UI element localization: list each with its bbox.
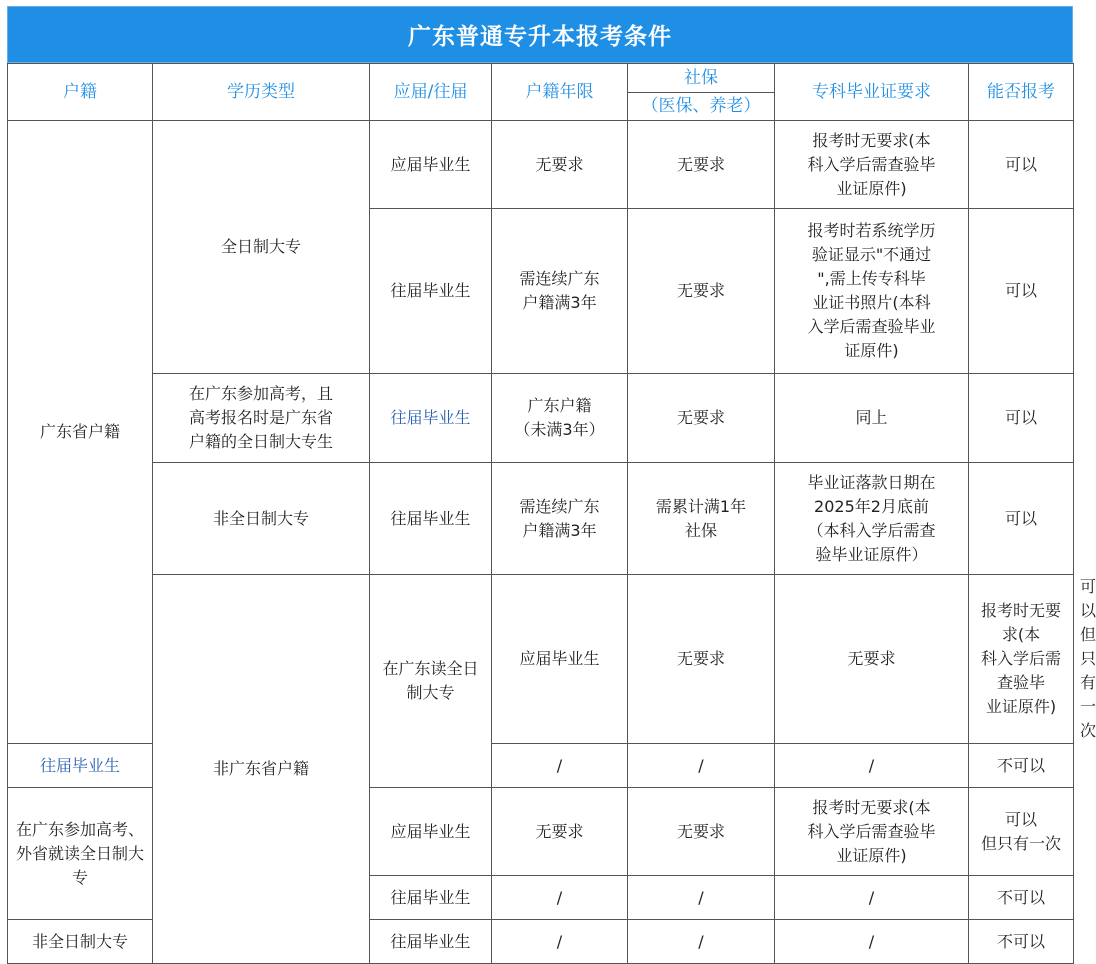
- table-row: [8, 463, 1074, 575]
- edu-gd-exam: 在广东参加高考，且 高考报名时是广东省 户籍的全日制大专生: [153, 374, 370, 463]
- status-cell: 往届毕业生: [370, 374, 492, 463]
- table-title: 广东普通专升本报考条件: [7, 6, 1073, 63]
- years-cell: 无要求: [628, 575, 775, 744]
- cert-cell: /: [775, 744, 969, 788]
- social-cell: /: [628, 876, 775, 920]
- edu-fulltime: 全日制大专: [153, 121, 370, 374]
- header-years: 户籍年限: [492, 64, 628, 121]
- status-cell: 往届毕业生: [370, 876, 492, 920]
- social-cell: 需累计满1年 社保: [628, 463, 775, 575]
- edu-read-gd: 在广东读全日制大专: [370, 575, 492, 788]
- status-cell: 应届毕业生: [492, 575, 628, 744]
- header-social: 社保: [628, 64, 775, 93]
- cert-cell: 毕业证落款日期在 2025年2月底前 （本科入学后需查 验毕业证原件）: [775, 463, 969, 575]
- years-cell: 需连续广东 户籍满3年: [492, 209, 628, 374]
- cert-cell: 报考时无要求(本 科入学后需查验毕 业证原件): [969, 575, 1074, 744]
- social-cell: 无要求: [628, 374, 775, 463]
- social-cell: 无要求: [628, 121, 775, 209]
- header-row: [8, 64, 1074, 93]
- header-edu-type: 学历类型: [153, 64, 370, 121]
- edu-parttime-2: 非全日制大专: [8, 920, 153, 964]
- edu-exam-outside: 在广东参加高考、 外省就读全日制大专: [8, 788, 153, 920]
- years-cell: 广东户籍 （未满3年）: [492, 374, 628, 463]
- status-cell: 往届毕业生: [370, 920, 492, 964]
- header-eligible: 能否报考: [969, 64, 1074, 121]
- years-cell: /: [492, 920, 628, 964]
- table-row: [8, 374, 1074, 463]
- header-cert: 专科毕业证要求: [775, 64, 969, 121]
- eligible-cell: 可以 但只有一次: [969, 788, 1074, 876]
- social-cell: 无要求: [628, 788, 775, 876]
- eligible-cell: 可以: [969, 121, 1074, 209]
- social-cell: /: [628, 744, 775, 788]
- cert-cell: 报考时无要求(本 科入学后需查验毕 业证原件): [775, 121, 969, 209]
- years-cell: 需连续广东 户籍满3年: [492, 463, 628, 575]
- header-fresh-old: 应届/往届: [370, 64, 492, 121]
- status-cell: 应届毕业生: [370, 788, 492, 876]
- header-hukou: 户籍: [8, 64, 153, 121]
- eligible-cell: 可以: [969, 374, 1074, 463]
- cert-cell: 报考时若系统学历 验证显示"不通过 ",需上传专科毕 业证书照片(本科 入学后需查验毕业 证原件): [775, 209, 969, 374]
- edu-parttime: 非全日制大专: [153, 463, 370, 575]
- eligible-cell: 不可以: [969, 920, 1074, 964]
- admission-table-container: [7, 6, 1096, 964]
- eligible-cell: 不可以: [969, 744, 1074, 788]
- eligible-cell: 不可以: [969, 876, 1074, 920]
- conditions-table: [7, 63, 1096, 964]
- status-cell: 往届毕业生: [370, 209, 492, 374]
- years-cell: /: [492, 876, 628, 920]
- cert-cell: 报考时无要求(本 科入学后需查验毕 业证原件): [775, 788, 969, 876]
- social-cell: /: [628, 920, 775, 964]
- status-cell: 应届毕业生: [370, 121, 492, 209]
- header-social-sub: （医保、养老）: [628, 92, 775, 121]
- table-row: [8, 121, 1074, 209]
- social-cell: 无要求: [775, 575, 969, 744]
- table-row: 非广东省户籍 在广东读全日制大专 应届毕业生 无要求 无要求 报考时无要求(本 科入学后需查验毕 业证原件) 可以 但只有一次: [8, 575, 1074, 744]
- status-cell: 往届毕业生: [8, 744, 153, 788]
- years-cell: 无要求: [492, 788, 628, 876]
- eligible-cell: 可以: [969, 209, 1074, 374]
- group-non-gd: 非广东省户籍: [153, 575, 370, 964]
- years-cell: 无要求: [492, 121, 628, 209]
- cert-cell: /: [775, 920, 969, 964]
- cert-cell: 同上: [775, 374, 969, 463]
- cert-cell: /: [775, 876, 969, 920]
- group-gd: 广东省户籍: [8, 121, 153, 744]
- status-cell: 往届毕业生: [370, 463, 492, 575]
- years-cell: /: [492, 744, 628, 788]
- social-cell: 无要求: [628, 209, 775, 374]
- eligible-cell: 可以: [969, 463, 1074, 575]
